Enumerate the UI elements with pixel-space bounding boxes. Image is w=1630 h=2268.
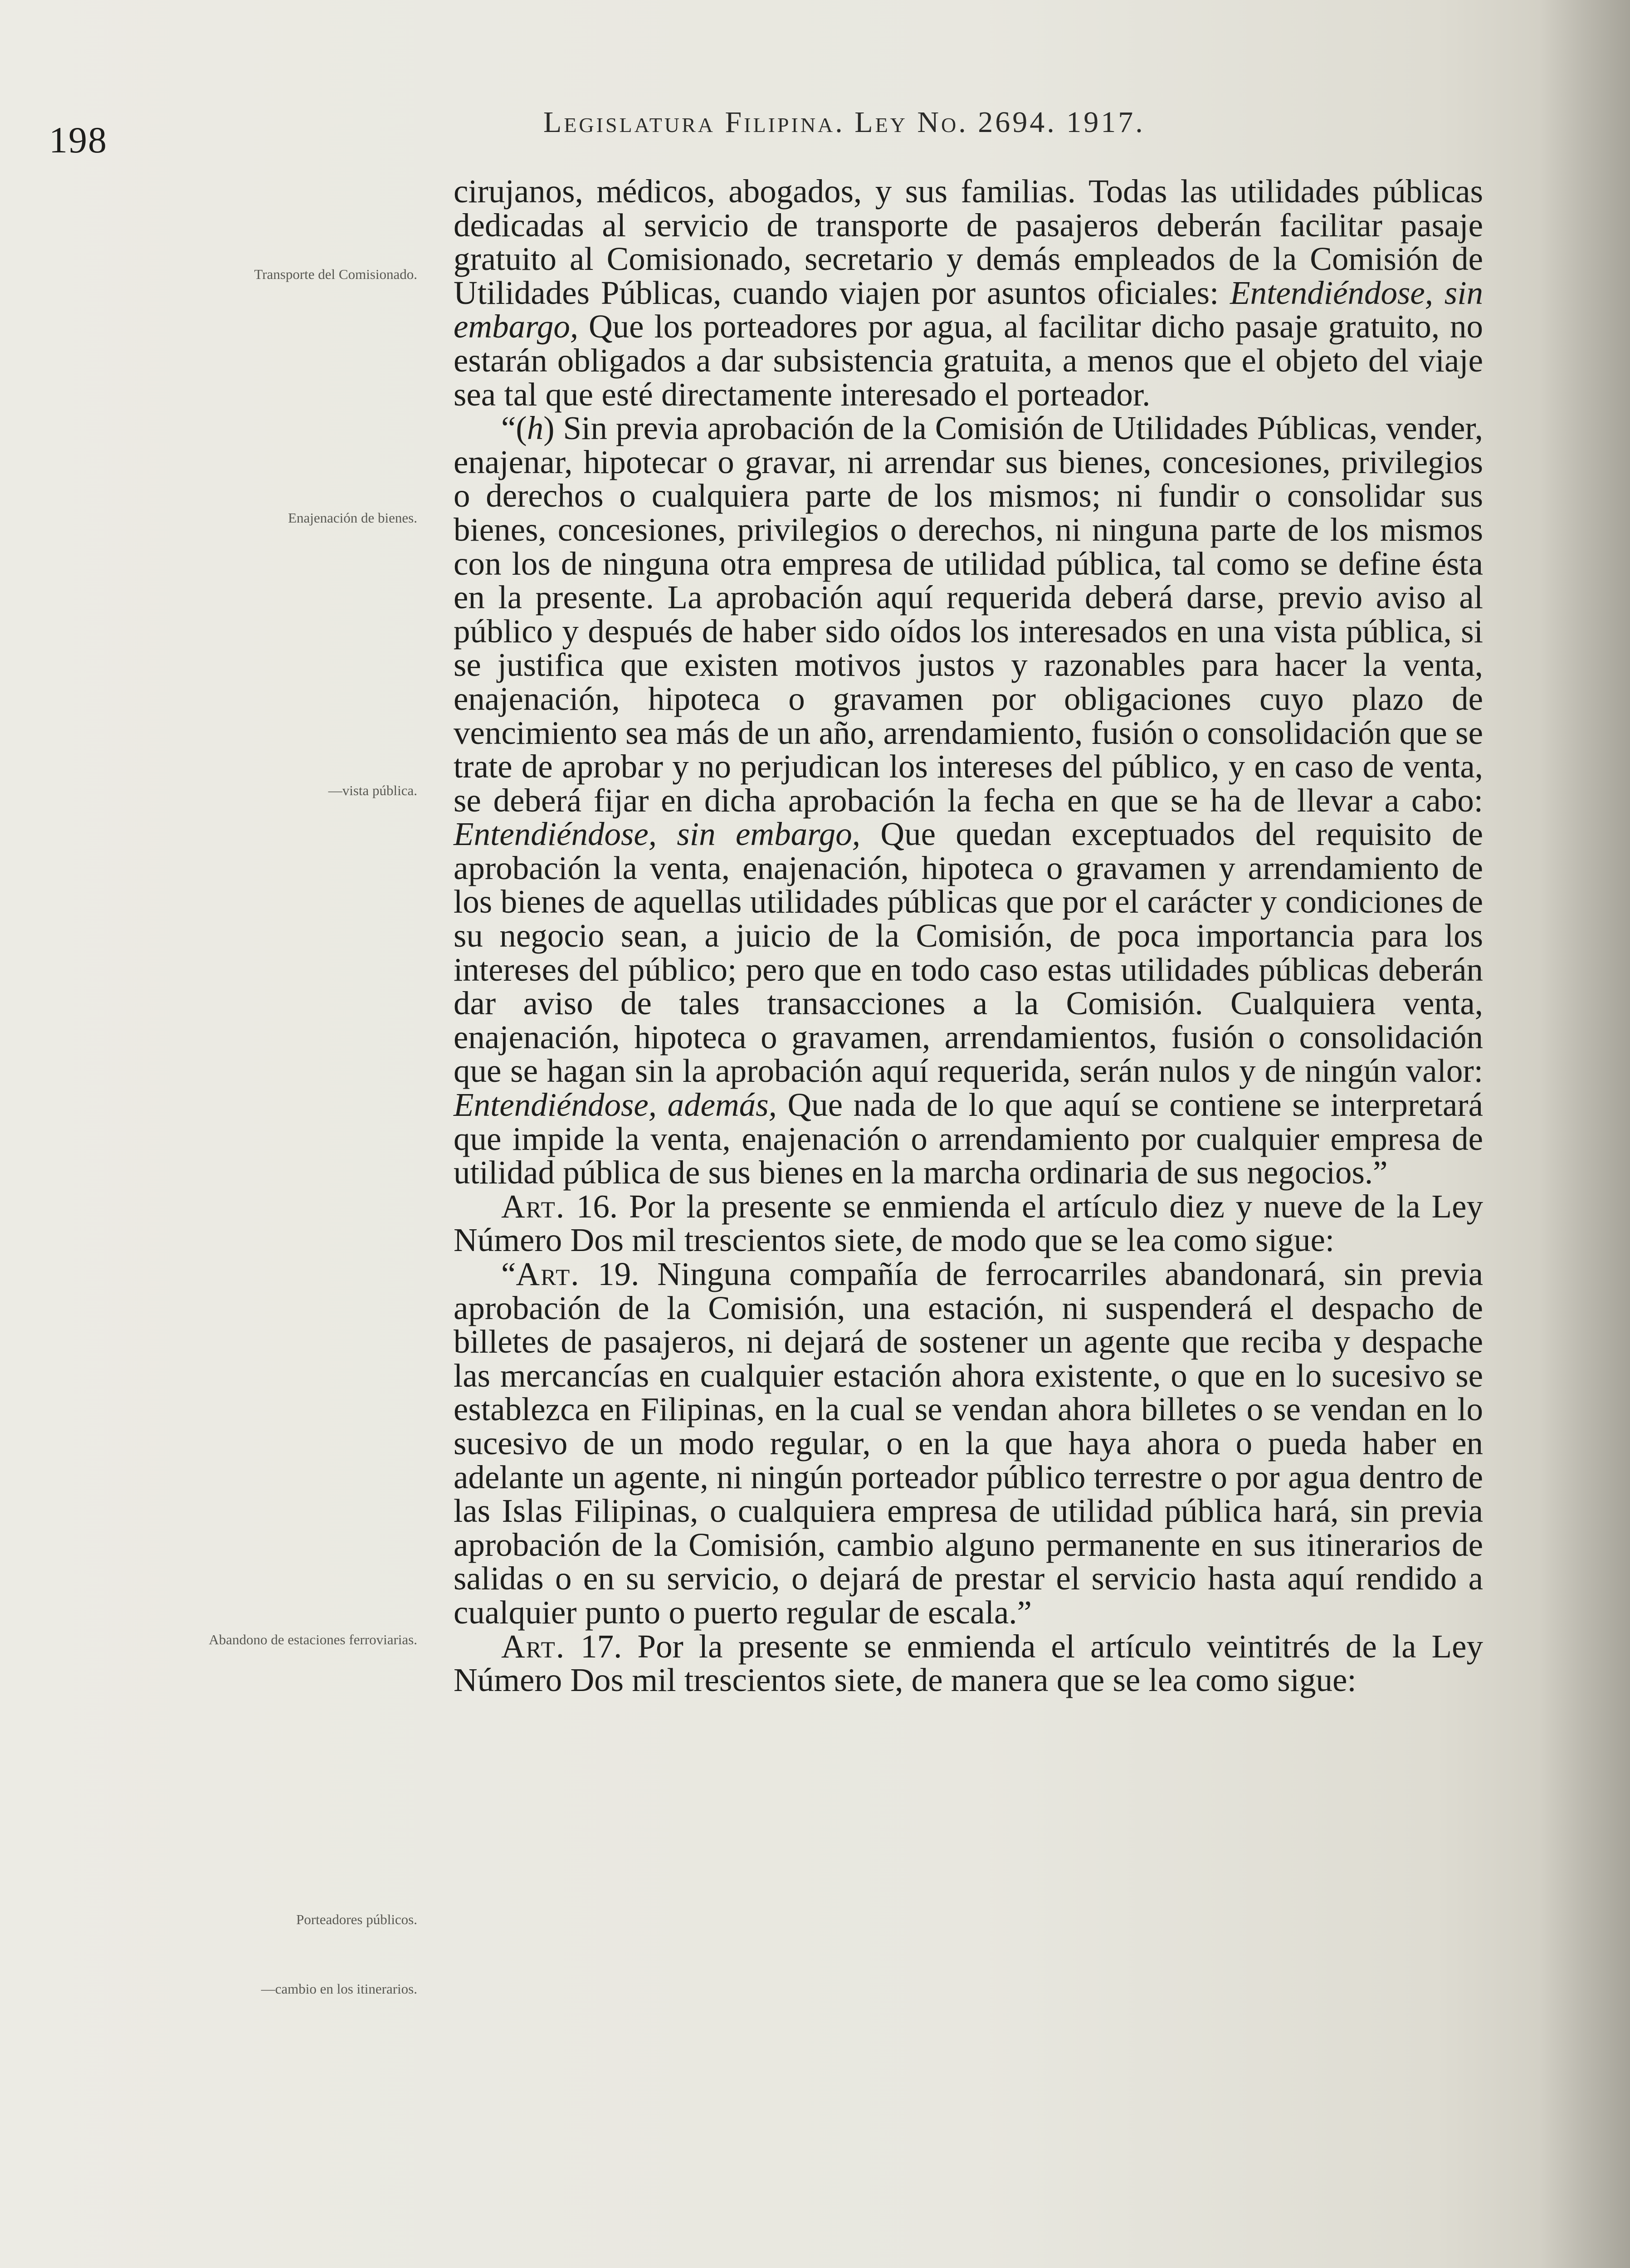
body-text [454, 175, 1483, 1697]
margin-note-itinerarios: —cambio en los itinerarios. [261, 1981, 417, 1997]
page-number: 198 [49, 119, 107, 161]
page-edge-shadow [1539, 0, 1630, 2268]
margin-note-abandono: Abandono de estaciones ferroviarias. [209, 1632, 417, 1647]
margin-note-enajenacion: Enajenación de bienes. [288, 510, 417, 526]
margin-note-vista-publica: —vista pública. [328, 782, 417, 798]
paragraph-art-17: Art. 17. Por la presente se enmienda el artículo veintitrés de la Ley Número Dos mil trescientos siete, de manera que se lea como sigue: [454, 1628, 1483, 1699]
paragraph-transporte: cirujanos, médicos, abogados, y sus familias. Todas las utilidades públicas dedicadas al servicio de transporte de pasajeros deberán facilitar pasaje gratuito al Comisionado, secretario y demás empleados de la Comisión de Utilidades Públicas, cuando viajen por asuntos oficiales: Entendiéndose, sin embargo, Que los porteadores por agua, al facilitar dicho pasaje gratuito, no estarán obligados a dar subsistencia gratuita, a menos que el objeto del viaje sea tal que esté directamente interesado el porteador. [454, 173, 1483, 413]
margin-note-porteadores: Porteadores públicos. [296, 1911, 417, 1927]
paragraph-art-19: “Art. 19. Ninguna compañía de ferrocarriles abandonará, sin previa aprobación de la Comisión, una estación, ni suspenderá el despacho de billetes de pasajeros, ni dejará de sostener un agente que reciba y despache las mercancías en cualquier estación ahora existente, o que en lo sucesivo se establezca en Filipinas, en la cual se vendan ahora billetes o se vendan en lo sucesivo de un modo regular, o en la que haya ahora o pueda haber en adelante un agente, ni ningún porteador público terrestre o por agua dentro de las Islas Filipinas, o cualquiera empresa de utilidad pública hará, sin previa aprobación de la Comisión, cambio alguno permanente en sus itinerarios de salidas o en su servicio, o dejará de prestar el servicio hasta aquí rendido a cualquier punto o puerto regular de escala.” [454, 1256, 1483, 1631]
paragraph-art-16: Art. 16. Por la presente se enmienda el artículo diez y nueve de la Ley Número Dos mil trescientos siete, de modo que se lea como sigue: [454, 1188, 1483, 1259]
running-head: Legislatura Filipina. Ley No. 2694. 1917. [543, 106, 1145, 139]
margin-note-transporte: Transporte del Comisionado. [254, 266, 417, 282]
paragraph-h-enajenacion: “(h) Sin previa aprobación de la Comisión de Utilidades Públicas, vender, enajenar, hipotecar o gravar, ni arrendar sus bienes, concesiones, privilegios o derechos o cualquiera parte de los mismos; ni fundir o consolidar sus bienes, concesiones, privilegios o derechos, ni ninguna parte de los mismos con los de ninguna otra empresa de utilidad pública, tal como se define ésta en la presente. La aprobación aquí requerida deberá darse, previo aviso al público y después de haber sido oídos los interesados en una vista pública, si se justifica que existen motivos justos y razonables para hacer la venta, enajenación, hipoteca o gravamen por obligaciones cuyo plazo de vencimiento sea más de un año, arrendamiento, fusión o consolidación que se trate de aprobar y no perjudican los intereses del público, y en caso de venta, se deberá fijar en dicha aprobación la fecha en que se ha de llevar a cabo: Entendiéndose, sin embargo, Que quedan exceptuados del requisito de aprobación la venta, enajenación, hipoteca o gravamen y arrendamiento de los bienes de aquellas utilidades públicas que por el carácter y condiciones de su negocio sean, a juicio de la Comisión, de poca importancia para los intereses del público; pero que en todo caso estas utilidades públicas deberán dar aviso de tales transacciones a la Comisión. Cualquiera venta, enajenación, hipoteca o gravamen, arrendamientos, fusión o consolidación que se hagan sin la aprobación aquí requerida, serán nulos y de ningún valor: Entendiéndose, además, Que nada de lo que aquí se contiene se interpretará que impide la venta, enajenación o arrendamiento por cualquier empresa de utilidad pública de sus bienes en la marcha ordinaria de sus negocios.” [454, 410, 1484, 1191]
